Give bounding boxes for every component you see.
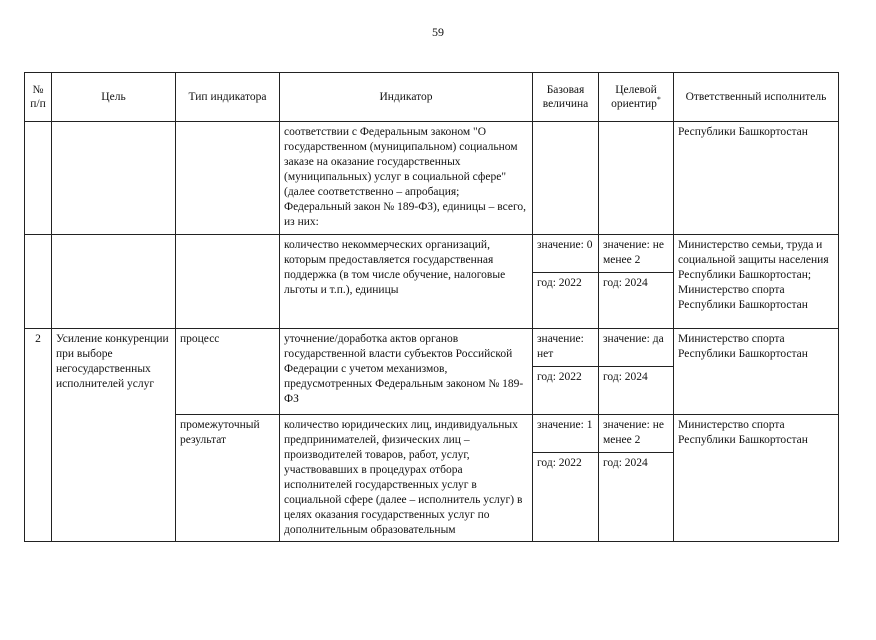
cell-target [599,122,674,235]
cell-base-year: год: 2022 [533,273,599,329]
cell-type [176,122,280,235]
cell-base [533,122,599,235]
cell-responsible: Республики Башкортостан [674,122,839,235]
cell-type: промежуточный результат [176,415,280,542]
cell-base-year: год: 2022 [533,453,599,542]
cell-responsible: Министерство спорта Республики Башкортостан [674,415,839,542]
cell-indicator: количество некоммерческих организаций, которым предоставляется государственная поддержка (в том числе обучение, налоговые льготы и т.п.), единицы [280,235,533,329]
cell-goal [52,122,176,235]
cell-type [176,235,280,329]
table-row [25,329,839,367]
cell-target-value: значение: да [599,329,674,367]
cell-base-value: значение: 1 [533,415,599,453]
header-responsible: Ответственный исполнитель [674,73,839,122]
cell-base-value: значение: нет [533,329,599,367]
cell-type: процесс [176,329,280,415]
cell-responsible: Министерство спорта Республики Башкортостан [674,329,839,415]
header-target [599,73,674,122]
cell-goal [52,235,176,329]
cell-target-year: год: 2024 [599,453,674,542]
cell-indicator: соответствии с Федеральным законом "О государственном (муниципальном) социальном заказе на оказание государственных (муниципальных) услуг в социальной сфере" (далее соответственно – апробация; Федеральный закон № 189-ФЗ), единицы – всего, из них: [280,122,533,235]
header-row [25,73,839,122]
header-goal: Цель [52,73,176,122]
cell-num: 2 [25,329,52,542]
cell-base-value: значение: 0 [533,235,599,273]
cell-responsible: Министерство семьи, труда и социальной защиты населения Республики Башкортостан; Министерство спорта Республики Башкортостан [674,235,839,329]
indicators-table [24,72,839,542]
table-row [25,235,839,273]
cell-num [25,122,52,235]
cell-goal: Усиление конкуренции при выборе негосударственных исполнителей услуг [52,329,176,542]
cell-target-year: год: 2024 [599,367,674,415]
table-row [25,122,839,235]
header-indicator: Индикатор [280,73,533,122]
header-target-label: Целевой ориентир [611,84,657,110]
cell-base-year: год: 2022 [533,367,599,415]
cell-target-value: значение: не менее 2 [599,415,674,453]
cell-indicator: уточнение/доработка актов органов государственной власти субъектов Российской Федерации с учетом механизмов, предусмотренных Федеральным законом № 189-ФЗ [280,329,533,415]
header-base: Базовая величина [533,73,599,122]
cell-target-year: год: 2024 [599,273,674,329]
header-target-mark: * [656,95,661,105]
cell-target-value: значение: не менее 2 [599,235,674,273]
header-num: № п/п [25,73,52,122]
header-type: Тип индикатора [176,73,280,122]
cell-num [25,235,52,329]
page-number: 59 [432,25,444,39]
cell-indicator: количество юридических лиц, индивидуальных предпринимателей, физических лиц – производителей товаров, работ, услуг, участвовавших в процедурах отбора исполнителей государственных услуг в социальной сфере (далее – исполнитель услуг) в целях оказания государственных услуг по дополнительным образовательным [280,415,533,542]
